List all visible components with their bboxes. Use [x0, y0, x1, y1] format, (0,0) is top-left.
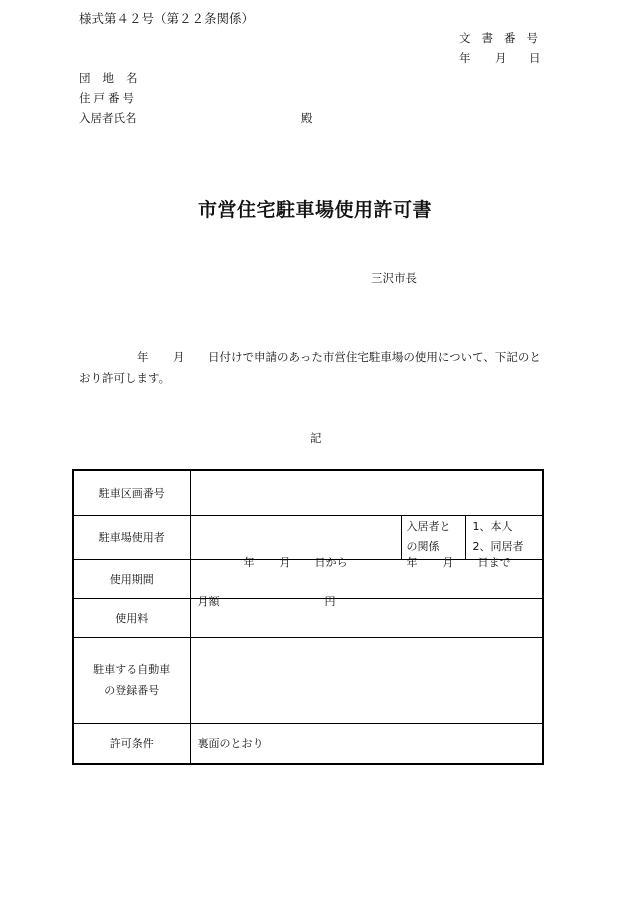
table-row [73, 723, 543, 764]
date-month: 月 [495, 51, 507, 65]
relation-label-line-1: 入居者と [406, 520, 451, 533]
fee-unit: 円 [324, 594, 336, 608]
period-to-day: 日まで [477, 555, 511, 569]
period-from-year: 年 [243, 555, 255, 569]
relation-option-self: 1、本人 [472, 520, 513, 533]
body-month: 月 [173, 350, 185, 364]
body-line-1 [79, 352, 549, 368]
vehicle-value [190, 637, 543, 723]
document-number-label [459, 31, 549, 45]
user-value [190, 515, 401, 559]
vehicle-label [73, 637, 190, 723]
table-row [73, 598, 543, 637]
relation-label [401, 515, 465, 559]
table-row [73, 637, 543, 723]
period-from-day: 日から [314, 555, 348, 569]
period-from-month: 月 [279, 555, 291, 569]
form-number: 様式第４２号（第２２条関係） [79, 11, 255, 26]
lot-number-label: 駐車区画番号 [73, 470, 190, 515]
ki-mark: 記 [310, 431, 322, 445]
vehicle-label-line-2: の登録番号 [104, 684, 160, 697]
fee-value [190, 594, 543, 637]
user-label: 駐車場使用者 [73, 515, 190, 559]
fee-label: 使用料 [73, 598, 190, 637]
vehicle-label-line-1: 駐車する自動車 [93, 663, 171, 676]
body-year: 年 [137, 350, 149, 364]
date-day: 日 [529, 51, 541, 65]
document-title: 市営住宅駐車場使用許可書 [197, 199, 432, 221]
body-text-1: 日付けで申請のあった市営住宅駐車場の使用について、下記のと [208, 350, 541, 364]
conditions-value: 裏面のとおり [190, 723, 543, 764]
resident-name-label: 入居者氏名 [79, 111, 137, 125]
table-row [73, 470, 543, 515]
period-value [190, 555, 543, 598]
period-to-month: 月 [442, 555, 454, 569]
lot-number-value [190, 470, 543, 515]
conditions-label: 許可条件 [73, 723, 190, 764]
relation-options [465, 515, 543, 559]
date-year: 年 [459, 51, 471, 65]
table-row [73, 559, 543, 598]
fee-monthly: 月額 [197, 594, 220, 608]
honorific: 殿 [301, 111, 313, 125]
document-number-text: 文書番号 [459, 31, 549, 45]
relation-label-line-2: の関係 [406, 540, 440, 553]
complex-name-label: 団地名 [79, 71, 150, 85]
period-label: 使用期間 [73, 559, 190, 598]
unit-number-label: 住戸番号 [79, 91, 137, 105]
body-line-2: おり許可します。 [79, 371, 171, 385]
relation-option-cohabitant: 2、同居者 [472, 540, 524, 553]
period-to-year: 年 [406, 555, 418, 569]
issuer-name: 三沢市長 [371, 271, 417, 285]
table-row [73, 515, 543, 559]
permit-details-table [72, 469, 544, 765]
